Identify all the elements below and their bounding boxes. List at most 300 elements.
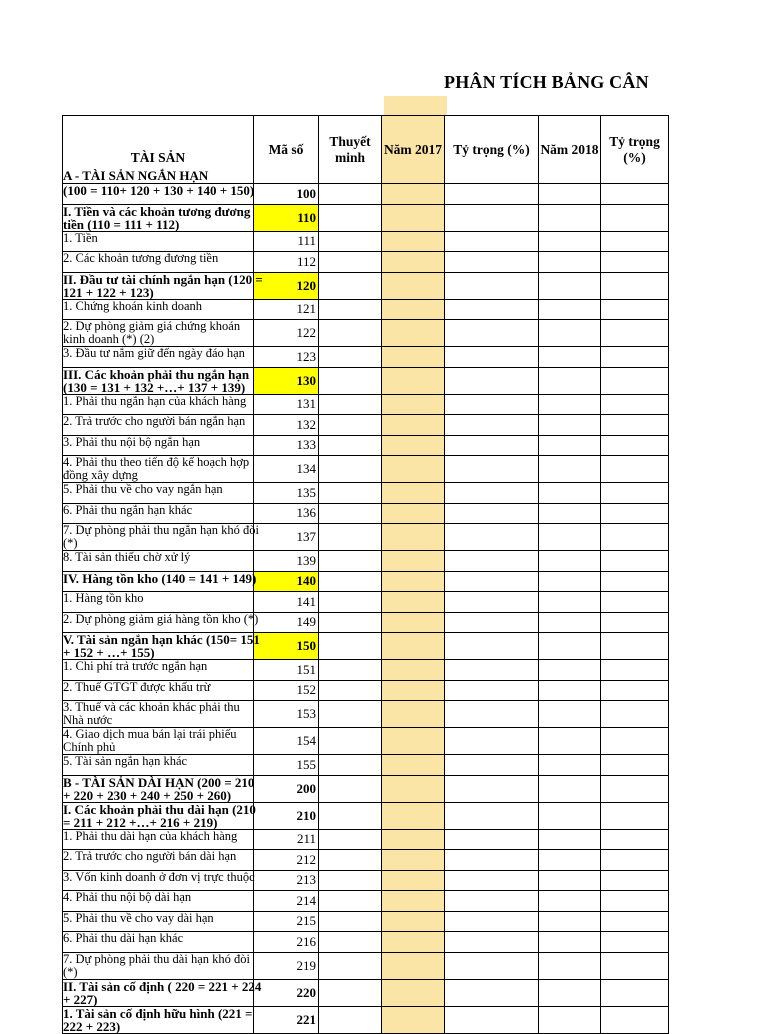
row-nam-2018-cell — [539, 415, 601, 436]
row-ty-trong-2-cell — [601, 829, 669, 850]
table-row — [63, 204, 669, 231]
row-nam-2017-cell — [382, 524, 445, 551]
row-thuyet-minh-cell — [319, 524, 382, 551]
header-ty-trong-2: Tỷ trọng (%) — [601, 116, 669, 184]
row-code: 141 — [254, 592, 319, 613]
header-ty-trong-1: Tỷ trọng (%) — [445, 116, 539, 184]
row-nam-2017-cell — [382, 252, 445, 273]
row-nam-2017-cell — [382, 551, 445, 572]
row-name-cell — [63, 394, 254, 415]
row-ty-trong-2-cell — [601, 551, 669, 572]
row-nam-2018-cell — [539, 829, 601, 850]
row-ty-trong-1-cell — [445, 272, 539, 299]
row-code: 211 — [254, 829, 319, 850]
row-ty-trong-1-cell — [445, 231, 539, 252]
row-code: 131 — [254, 394, 319, 415]
row-code: 112 — [254, 252, 319, 273]
row-ty-trong-2-cell — [601, 503, 669, 524]
row-code: 151 — [254, 660, 319, 681]
row-name-cell — [63, 870, 254, 891]
row-thuyet-minh-cell — [319, 551, 382, 572]
row-nam-2017-cell — [382, 701, 445, 728]
row-ty-trong-1-cell — [445, 829, 539, 850]
table-row — [63, 394, 669, 415]
row-nam-2018-cell — [539, 701, 601, 728]
row-name: 1. Tiền — [63, 230, 98, 245]
row-code: 120 — [254, 272, 319, 299]
row-name-cell — [63, 952, 254, 979]
row-nam-2017-cell — [382, 891, 445, 912]
row-ty-trong-1-cell — [445, 456, 539, 483]
row-name: B - TÀI SẢN DÀI HẠN (200 = 210 + 220 + 230 + 240 + 250 + 260) — [63, 774, 255, 803]
row-code: 136 — [254, 503, 319, 524]
row-ty-trong-1-cell — [445, 524, 539, 551]
row-nam-2018-cell — [539, 728, 601, 755]
table-row — [63, 571, 669, 592]
row-code: 153 — [254, 701, 319, 728]
page-title: PHÂN TÍCH BẢNG CÂN — [444, 72, 649, 92]
row-nam-2017-cell — [382, 435, 445, 456]
row-nam-2017-cell — [382, 320, 445, 347]
row-code: 154 — [254, 728, 319, 755]
row-ty-trong-2-cell — [601, 592, 669, 613]
row-ty-trong-2-cell — [601, 524, 669, 551]
row-name: 4. Phải thu nội bộ dài hạn — [63, 890, 192, 904]
row-nam-2018-cell — [539, 802, 601, 829]
row-ty-trong-2-cell — [601, 456, 669, 483]
row-ty-trong-1-cell — [445, 184, 539, 205]
row-ty-trong-2-cell — [601, 701, 669, 728]
row-name: 3. Thuế và các khoản khác phải thu Nhà nước — [63, 700, 240, 727]
header-thuyet-minh: Thuyết minh — [319, 116, 382, 184]
table-row — [63, 435, 669, 456]
row-code: 140 — [254, 571, 319, 592]
row-code: 150 — [254, 633, 319, 660]
row-nam-2018-cell — [539, 394, 601, 415]
row-name: 2. Dự phòng giảm giá hàng tồn kho (*) — [63, 611, 259, 626]
row-name-cell — [63, 1006, 254, 1033]
row-name-cell — [63, 680, 254, 701]
row-nam-2017-cell — [382, 850, 445, 871]
row-nam-2018-cell — [539, 435, 601, 456]
row-ty-trong-1-cell — [445, 367, 539, 394]
row-code: 121 — [254, 299, 319, 320]
table-row — [63, 456, 669, 483]
row-name-cell — [63, 503, 254, 524]
row-name: I. Các khoản phải thu dài hạn (210 = 211 + 212 +…+ 216 + 219) — [63, 801, 256, 830]
table-row — [63, 911, 669, 932]
row-thuyet-minh-cell — [319, 660, 382, 681]
row-ty-trong-2-cell — [601, 755, 669, 776]
row-ty-trong-1-cell — [445, 680, 539, 701]
row-code: 215 — [254, 911, 319, 932]
row-name: 7. Dự phòng phải thu dài hạn khó đòi (*) — [63, 951, 250, 979]
row-nam-2017-cell — [382, 755, 445, 776]
table-row — [63, 320, 669, 347]
row-ty-trong-2-cell — [601, 231, 669, 252]
row-nam-2017-cell — [382, 633, 445, 660]
row-thuyet-minh-cell — [319, 456, 382, 483]
row-code: 213 — [254, 870, 319, 891]
row-ty-trong-2-cell — [601, 394, 669, 415]
row-name-cell — [63, 592, 254, 613]
row-nam-2018-cell — [539, 660, 601, 681]
row-ty-trong-1-cell — [445, 503, 539, 524]
row-name-cell — [63, 802, 254, 829]
row-nam-2018-cell — [539, 551, 601, 572]
table-row — [63, 299, 669, 320]
row-ty-trong-1-cell — [445, 435, 539, 456]
row-nam-2018-cell — [539, 932, 601, 953]
row-nam-2018-cell — [539, 870, 601, 891]
row-nam-2018-cell — [539, 911, 601, 932]
row-nam-2017-cell — [382, 932, 445, 953]
table-row — [63, 680, 669, 701]
row-thuyet-minh-cell — [319, 829, 382, 850]
row-ty-trong-1-cell — [445, 1006, 539, 1033]
row-nam-2018-cell — [539, 1006, 601, 1033]
row-ty-trong-2-cell — [601, 911, 669, 932]
row-code: 111 — [254, 231, 319, 252]
year-2017-column-highlight — [384, 96, 447, 116]
header-nam-2017: Năm 2017 — [382, 116, 445, 184]
row-nam-2017-cell — [382, 660, 445, 681]
row-thuyet-minh-cell — [319, 320, 382, 347]
row-nam-2017-cell — [382, 394, 445, 415]
row-nam-2018-cell — [539, 320, 601, 347]
table-row — [63, 367, 669, 394]
row-nam-2018-cell — [539, 775, 601, 802]
table-row — [63, 755, 669, 776]
row-name-cell — [63, 231, 254, 252]
row-nam-2017-cell — [382, 347, 445, 368]
row-nam-2017-cell — [382, 952, 445, 979]
row-ty-trong-2-cell — [601, 415, 669, 436]
row-ty-trong-1-cell — [445, 932, 539, 953]
row-ty-trong-1-cell — [445, 728, 539, 755]
row-code: 149 — [254, 612, 319, 633]
row-thuyet-minh-cell — [319, 231, 382, 252]
table-row — [63, 612, 669, 633]
table-row — [63, 592, 669, 613]
row-thuyet-minh-cell — [319, 394, 382, 415]
balance-sheet-table — [62, 115, 669, 1034]
row-ty-trong-1-cell — [445, 204, 539, 231]
row-ty-trong-1-cell — [445, 660, 539, 681]
row-name-cell — [63, 320, 254, 347]
row-code: 221 — [254, 1006, 319, 1033]
row-nam-2017-cell — [382, 829, 445, 850]
row-thuyet-minh-cell — [319, 299, 382, 320]
header-tai-san — [63, 116, 254, 184]
row-ty-trong-2-cell — [601, 660, 669, 681]
row-ty-trong-1-cell — [445, 701, 539, 728]
row-name: 6. Phải thu dài hạn khác — [63, 931, 184, 945]
row-code: 214 — [254, 891, 319, 912]
row-ty-trong-2-cell — [601, 367, 669, 394]
row-nam-2018-cell — [539, 850, 601, 871]
row-thuyet-minh-cell — [319, 775, 382, 802]
row-ty-trong-1-cell — [445, 850, 539, 871]
row-name-cell — [63, 660, 254, 681]
row-ty-trong-1-cell — [445, 299, 539, 320]
row-code: 155 — [254, 755, 319, 776]
row-code: 135 — [254, 483, 319, 504]
row-thuyet-minh-cell — [319, 612, 382, 633]
row-name-cell — [63, 483, 254, 504]
row-name: II. Đầu tư tài chính ngắn hạn (120 = 121 + 122 + 123) — [63, 271, 263, 300]
row-ty-trong-2-cell — [601, 272, 669, 299]
row-name: 2. Trả trước cho người bán dài hạn — [63, 849, 237, 863]
row-code: 132 — [254, 415, 319, 436]
row-name-cell — [63, 252, 254, 273]
row-nam-2018-cell — [539, 483, 601, 504]
table-row — [63, 870, 669, 891]
table-row — [63, 415, 669, 436]
row-ty-trong-2-cell — [601, 571, 669, 592]
row-nam-2017-cell — [382, 979, 445, 1006]
row-ty-trong-2-cell — [601, 680, 669, 701]
row-name-cell — [63, 611, 259, 633]
row-code: 139 — [254, 551, 319, 572]
row-nam-2017-cell — [382, 272, 445, 299]
row-ty-trong-1-cell — [445, 911, 539, 932]
row-ty-trong-1-cell — [445, 483, 539, 504]
table-row — [63, 503, 669, 524]
row-name-cell — [63, 271, 263, 300]
row-ty-trong-2-cell — [601, 952, 669, 979]
row-name-cell — [63, 891, 254, 912]
row-name-cell — [63, 299, 254, 320]
row-thuyet-minh-cell — [319, 979, 382, 1006]
row-nam-2018-cell — [539, 612, 601, 633]
row-name-cell — [63, 204, 254, 231]
row-ty-trong-1-cell — [445, 320, 539, 347]
row-name-cell — [63, 570, 257, 592]
row-ty-trong-1-cell — [445, 551, 539, 572]
row-thuyet-minh-cell — [319, 272, 382, 299]
row-thuyet-minh-cell — [319, 347, 382, 368]
row-name: 1. Phải thu dài hạn của khách hàng — [63, 828, 238, 843]
row-thuyet-minh-cell — [319, 952, 382, 979]
row-name-cell — [63, 551, 254, 572]
row-name: 3. Đầu tư nắm giữ đến ngày đáo hạn — [63, 346, 245, 360]
row-name: I. Tiền và các khoản tương đương tiền (110 = 111 + 112) — [63, 203, 251, 232]
row-name-cell — [63, 728, 254, 755]
row-name-cell — [63, 932, 254, 953]
row-ty-trong-2-cell — [601, 435, 669, 456]
row-nam-2017-cell — [382, 184, 445, 205]
table-row — [63, 347, 669, 368]
row-name-cell — [63, 701, 254, 728]
row-thuyet-minh-cell — [319, 633, 382, 660]
row-thuyet-minh-cell — [319, 932, 382, 953]
row-nam-2018-cell — [539, 891, 601, 912]
row-ty-trong-1-cell — [445, 633, 539, 660]
row-name-cell — [63, 456, 254, 483]
row-ty-trong-2-cell — [601, 204, 669, 231]
row-nam-2017-cell — [382, 592, 445, 613]
table-row — [63, 524, 669, 551]
row-nam-2018-cell — [539, 524, 601, 551]
table-row — [63, 891, 669, 912]
table-row — [63, 1006, 669, 1033]
row-thuyet-minh-cell — [319, 503, 382, 524]
row-name-cell — [63, 978, 262, 1007]
row-nam-2017-cell — [382, 870, 445, 891]
row-nam-2018-cell — [539, 272, 601, 299]
row-code: 210 — [254, 802, 319, 829]
row-thuyet-minh-cell — [319, 850, 382, 871]
row-thuyet-minh-cell — [319, 483, 382, 504]
row-name: 4. Giao dịch mua bán lại trái phiếu Chính phủ — [63, 727, 237, 754]
table-row — [63, 272, 669, 299]
row-nam-2017-cell — [382, 571, 445, 592]
row-ty-trong-1-cell — [445, 415, 539, 436]
row-ty-trong-2-cell — [601, 483, 669, 504]
row-nam-2018-cell — [539, 299, 601, 320]
row-nam-2017-cell — [382, 415, 445, 436]
row-code: 220 — [254, 979, 319, 1006]
header-nam-2018: Năm 2018 — [539, 116, 601, 184]
row-code: 219 — [254, 952, 319, 979]
header-ma-so: Mã số — [254, 116, 319, 184]
row-ty-trong-1-cell — [445, 394, 539, 415]
table-row — [63, 775, 669, 802]
row-thuyet-minh-cell — [319, 1006, 382, 1033]
row-code: 100 — [254, 184, 319, 205]
row-name-cell — [63, 911, 254, 932]
table-row — [63, 231, 669, 252]
row-nam-2018-cell — [539, 592, 601, 613]
row-nam-2017-cell — [382, 367, 445, 394]
table-row — [63, 932, 669, 953]
row-nam-2017-cell — [382, 612, 445, 633]
row-name-cell — [63, 435, 254, 456]
row-thuyet-minh-cell — [319, 870, 382, 891]
row-thuyet-minh-cell — [319, 415, 382, 436]
row-ty-trong-1-cell — [445, 775, 539, 802]
header-row — [63, 116, 669, 184]
row-ty-trong-2-cell — [601, 633, 669, 660]
row-code: 152 — [254, 680, 319, 701]
row-name-cell — [63, 367, 254, 394]
row-nam-2017-cell — [382, 1006, 445, 1033]
row-name: IV. Hàng tồn kho (140 = 141 + 149) — [63, 570, 257, 586]
table-row — [63, 184, 669, 205]
row-name-cell — [63, 415, 254, 436]
row-ty-trong-2-cell — [601, 932, 669, 953]
row-thuyet-minh-cell — [319, 367, 382, 394]
section-a-label: A - TÀI SẢN NGẮN HẠN — [63, 168, 209, 183]
row-name-cell — [63, 632, 260, 660]
row-code: 110 — [254, 204, 319, 231]
row-nam-2017-cell — [382, 680, 445, 701]
row-ty-trong-1-cell — [445, 952, 539, 979]
row-thuyet-minh-cell — [319, 592, 382, 613]
row-name: 2. Các khoản tương đương tiền — [63, 251, 219, 265]
table-row — [63, 829, 669, 850]
row-name: 5. Phải thu về cho vay dài hạn — [63, 910, 214, 925]
row-nam-2017-cell — [382, 299, 445, 320]
row-code: 137 — [254, 524, 319, 551]
table-row — [63, 850, 669, 871]
row-nam-2018-cell — [539, 503, 601, 524]
row-name: 2. Trả trước cho người bán ngắn hạn — [63, 414, 246, 428]
row-thuyet-minh-cell — [319, 435, 382, 456]
row-name: 5. Tài sản ngắn hạn khác — [63, 754, 188, 768]
row-ty-trong-1-cell — [445, 802, 539, 829]
table-row — [63, 802, 669, 829]
row-ty-trong-1-cell — [445, 612, 539, 633]
row-name: 1. Chi phí trả trước ngắn hạn — [63, 659, 208, 673]
row-nam-2018-cell — [539, 979, 601, 1006]
row-code: 122 — [254, 320, 319, 347]
row-code: 216 — [254, 932, 319, 953]
row-thuyet-minh-cell — [319, 184, 382, 205]
row-name: 1. Hàng tồn kho — [63, 591, 144, 605]
row-ty-trong-2-cell — [601, 252, 669, 273]
row-ty-trong-1-cell — [445, 592, 539, 613]
row-ty-trong-1-cell — [445, 347, 539, 368]
row-nam-2018-cell — [539, 184, 601, 205]
table-row — [63, 979, 669, 1006]
row-code: 133 — [254, 435, 319, 456]
row-name-cell — [63, 755, 254, 776]
row-name-cell — [63, 850, 254, 871]
row-nam-2018-cell — [539, 680, 601, 701]
table-row — [63, 701, 669, 728]
table-row — [63, 252, 669, 273]
row-ty-trong-2-cell — [601, 870, 669, 891]
row-thuyet-minh-cell — [319, 802, 382, 829]
row-thuyet-minh-cell — [319, 571, 382, 592]
row-name: V. Tài sản ngắn hạn khác (150= 151 + 152 + …+ 155) — [63, 632, 260, 660]
row-nam-2018-cell — [539, 347, 601, 368]
row-name: 1. Tài sản cố định hữu hình (221 = 222 + 223) — [63, 1005, 253, 1034]
row-ty-trong-2-cell — [601, 802, 669, 829]
row-ty-trong-2-cell — [601, 299, 669, 320]
row-name: 7. Dự phòng phải thu ngắn hạn khó đòi (*) — [63, 523, 259, 550]
row-name: 5. Phải thu về cho vay ngắn hạn — [63, 482, 223, 496]
row-ty-trong-1-cell — [445, 571, 539, 592]
row-ty-trong-2-cell — [601, 850, 669, 871]
table-row — [63, 551, 669, 572]
table-row — [63, 952, 669, 979]
row-thuyet-minh-cell — [319, 755, 382, 776]
row-name: (100 = 110+ 120 + 130 + 140 + 150) — [63, 183, 255, 198]
row-ty-trong-2-cell — [601, 775, 669, 802]
table-row — [63, 660, 669, 681]
row-name: 1. Phải thu ngắn hạn của khách hàng — [63, 393, 247, 408]
row-nam-2018-cell — [539, 571, 601, 592]
row-thuyet-minh-cell — [319, 891, 382, 912]
row-code: 212 — [254, 850, 319, 871]
table-row — [63, 728, 669, 755]
row-code: 134 — [254, 456, 319, 483]
row-nam-2018-cell — [539, 456, 601, 483]
row-nam-2017-cell — [382, 456, 445, 483]
row-ty-trong-2-cell — [601, 979, 669, 1006]
row-ty-trong-1-cell — [445, 870, 539, 891]
table-row — [63, 633, 669, 660]
row-nam-2018-cell — [539, 231, 601, 252]
row-name-cell — [63, 523, 259, 551]
row-nam-2017-cell — [382, 802, 445, 829]
row-ty-trong-2-cell — [601, 320, 669, 347]
row-ty-trong-2-cell — [601, 347, 669, 368]
row-nam-2017-cell — [382, 775, 445, 802]
